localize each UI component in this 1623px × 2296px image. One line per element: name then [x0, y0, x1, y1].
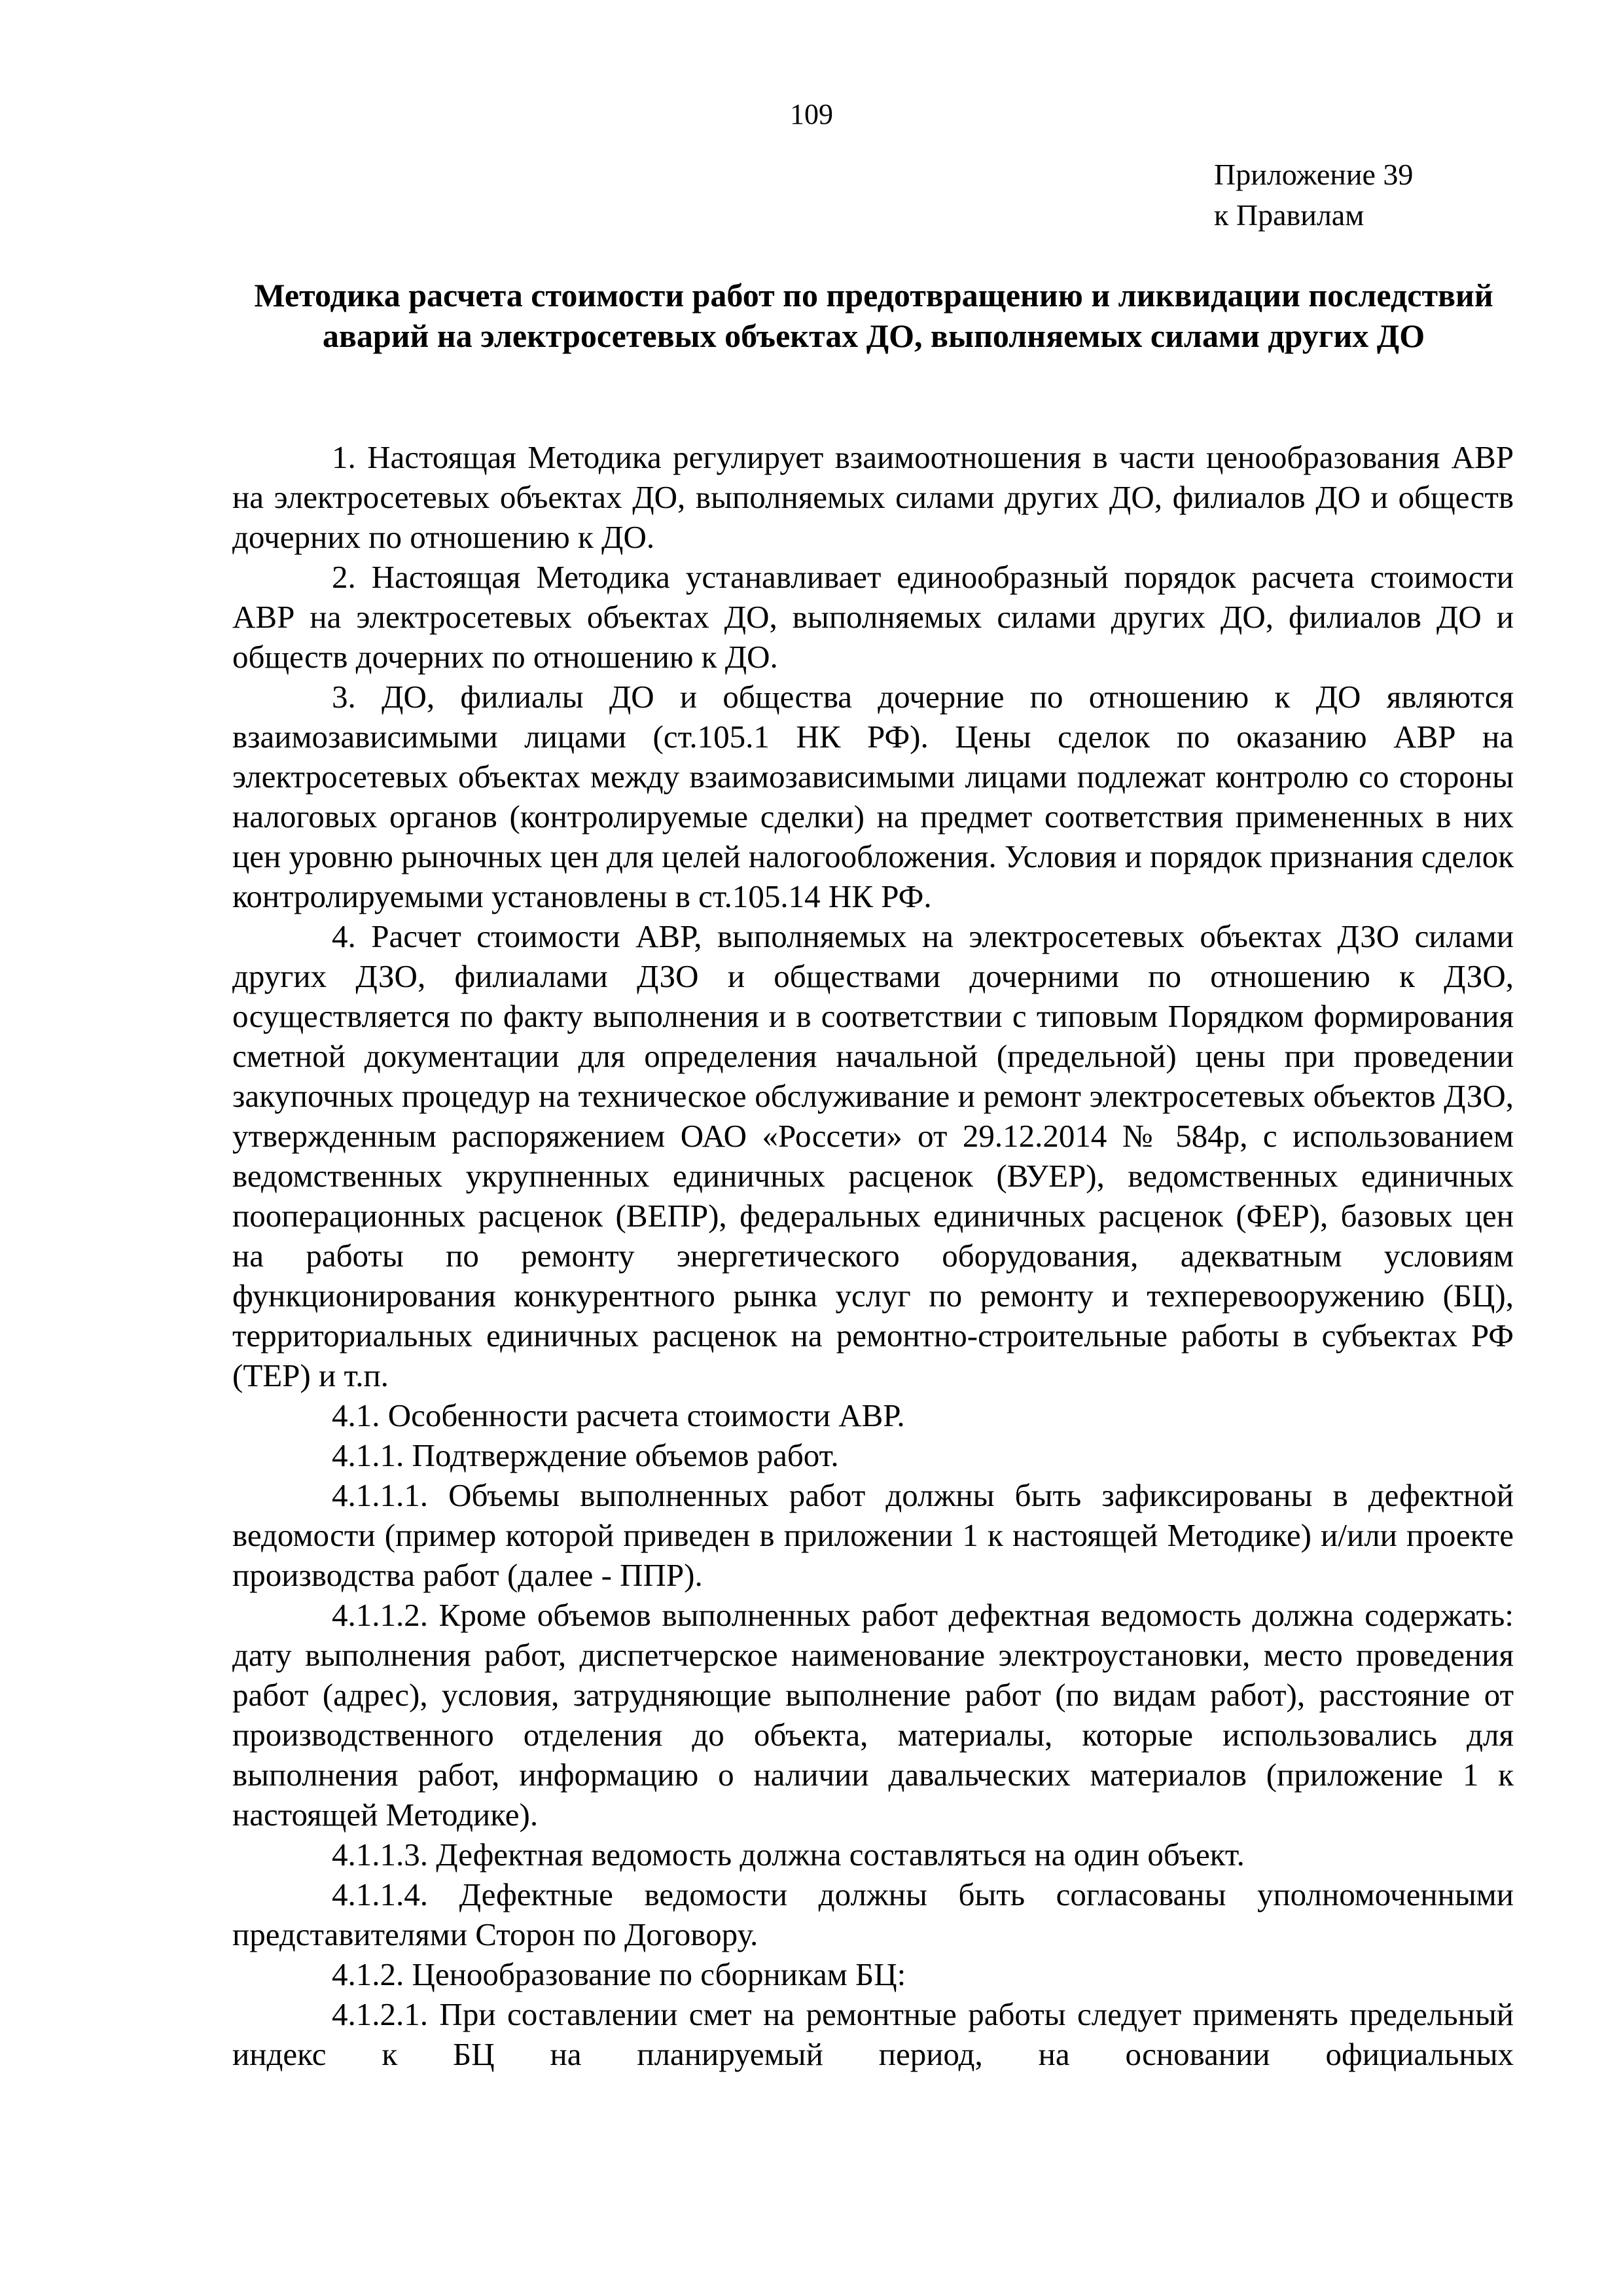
- page-number: 109: [790, 98, 833, 130]
- appendix-reference: [1214, 154, 1413, 236]
- document-title: Методика расчета стоимости работ по предотвращению и ликвидации последствий аварий на электросетевых объектах ДО, выполняемых силами других ДО: [254, 277, 1493, 354]
- paragraph-4-1: 4.1. Особенности расчета стоимости АВР.: [332, 1397, 905, 1433]
- appendix-rules: к Правилам: [1214, 198, 1364, 232]
- paragraph-2: 2. Настоящая Методика устанавливает единообразный порядок расчета стоимости АВР на электросетевых объектах ДО, выполняемых силами других ДО, филиалов ДО и обществ дочерних по отношению к ДО.: [232, 559, 1514, 675]
- paragraph-4-1-2: 4.1.2. Ценообразование по сборникам БЦ:: [332, 1956, 906, 1992]
- paragraph-4-1-2-1: 4.1.2.1. При составлении смет на ремонтные работы следует применять предельный индекс к БЦ на планируемый период, на основании официальных: [232, 1996, 1514, 2072]
- paragraph-4-1-1-3: 4.1.1.3. Дефектная ведомость должна составляться на один объект.: [332, 1837, 1245, 1873]
- paragraph-4: 4. Расчет стоимости АВР, выполняемых на электросетевых объектах ДЗО силами других ДЗО, филиалами ДЗО и обществами дочерними по отношению к ДЗО, осуществляется по факту выполнения и в соответствии с типовым Порядком формирования сметной документации для определения начальной (предельной) цены при проведении закупочных процедур на техническое обслуживание и ремонт электросетевых объектов ДЗО, утвержденным распоряжением ОАО «Россети» от 29.12.2014 № 584р, с использованием ведомственных укрупненных единичных расценок (ВУЕР), ведомственных единичных пооперационных расценок (ВЕПР), федеральных единичных расценок (ФЕР), базовых цен на работы по ремонту энергетического оборудования, адекватным условиям функционирования конкурентного рынка услуг по ремонту и техперевооружению (БЦ), территориальных единичных расценок на ремонтно-строительные работы в субъектах РФ (ТЕР) и т.п.: [232, 918, 1514, 1393]
- appendix-number: Приложение 39: [1214, 158, 1414, 191]
- paragraph-4-1-1-1: 4.1.1.1. Объемы выполненных работ должны быть зафиксированы в дефектной ведомости (пример которой приведен в приложении 1 к настоящей Методике) и/или проекте производства работ (далее - ППР).: [232, 1477, 1514, 1593]
- document-body: [232, 437, 1514, 2074]
- paragraph-3: 3. ДО, филиалы ДО и общества дочерние по отношению к ДО являются взаимозависимыми лицами (ст.105.1 НК РФ). Цены сделок по оказанию АВР на электросетевых объектах между взаимозависимыми лицами подлежат контролю со стороны налоговых органов (контролируемые сделки) на предмет соответствия примененных в них цен уровню рыночных цен для целей налогообложения. Условия и порядок признания сделок контролируемыми установлены в ст.105.14 НК РФ.: [232, 679, 1514, 914]
- paragraph-4-1-1-2: 4.1.1.2. Кроме объемов выполненных работ дефектная ведомость должна содержать: дату выполнения работ, диспетчерское наименование электроустановки, место проведения работ (адрес), условия, затрудняющие выполнение работ (по видам работ), расстояние от производственного отделения до объекта, материалы, которые использовались для выполнения работ, информацию о наличии давальческих материалов (приложение 1 к настоящей Методике).: [232, 1597, 1514, 1833]
- paragraph-4-1-1: 4.1.1. Подтверждение объемов работ.: [332, 1437, 839, 1473]
- paragraph-1: 1. Настоящая Методика регулирует взаимоотношения в части ценообразования АВР на электросетевых объектах ДО, выполняемых силами других ДО, филиалов ДО и обществ дочерних по отношению к ДО.: [232, 439, 1514, 555]
- paragraph-4-1-1-4: 4.1.1.4. Дефектные ведомости должны быть согласованы уполномоченными представителями Сторон по Договору.: [232, 1876, 1514, 1952]
